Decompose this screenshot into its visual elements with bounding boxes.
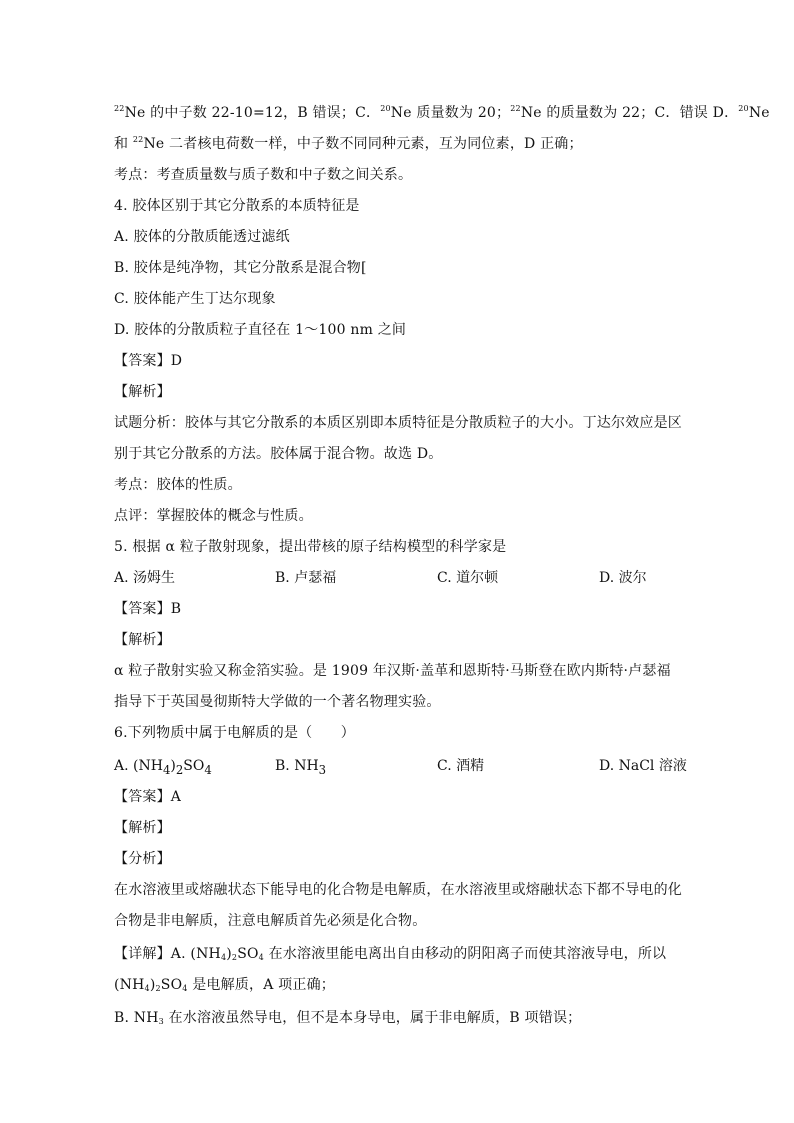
q4-option-b: B. 胶体是纯净物，其它分散系是混合物[ bbox=[114, 260, 367, 276]
q6-analysis-heading: 【解析】 bbox=[114, 820, 171, 836]
q6-option-a bbox=[114, 757, 212, 779]
subscript: 2 bbox=[231, 953, 238, 962]
q3-kaodian: 考点：考查质量数与质子数和中子数之间关系。 bbox=[114, 167, 413, 183]
subscript: 4 bbox=[220, 953, 227, 962]
text-span: Ne 质量数为 20； bbox=[390, 105, 511, 121]
text-span: 【详解】A. (NH bbox=[114, 946, 221, 962]
q4-answer: 【答案】D bbox=[114, 353, 183, 369]
q6-answer: 【答案】A bbox=[114, 789, 182, 805]
text-span: 和 bbox=[114, 136, 133, 152]
q6-stem: 6.下列物质中属于电解质的是（ ） bbox=[114, 725, 355, 741]
q4-option-d: D. 胶体的分散质粒子直径在 1～100 nm 之间 bbox=[114, 322, 407, 338]
text-span: SO bbox=[183, 758, 205, 774]
q6-option-c: C. 酒精 bbox=[437, 758, 485, 774]
mass-number: 20 bbox=[738, 104, 749, 113]
text-span: 在水溶液里能电离出自由移动的阴阳离子而使其溶液导电，所以 bbox=[263, 946, 667, 962]
q5-analysis-heading: 【解析】 bbox=[114, 632, 171, 648]
subscript: 4 bbox=[162, 762, 171, 777]
q5-analysis-line-1: α 粒子散射实验又称金箔实验。是 1909 年汉斯·盖革和恩斯特·马斯登在欧内斯特·卢瑟福 bbox=[114, 663, 671, 679]
text-span: Ne 的中子数 22-10=12，B 错误；C． bbox=[124, 105, 381, 121]
q4-analysis-line-1: 试题分析：胶体与其它分散系的本质区别即本质特征是分散质粒子的大小。丁达尔效应是区 bbox=[114, 415, 682, 431]
q5-analysis-line-2: 指导下于英国曼彻斯特大学做的一个著名物理实验。 bbox=[114, 694, 441, 710]
q6-fenxi-line-2: 合物是非电解质，注意电解质首先必须是化合物。 bbox=[114, 913, 427, 929]
q4-stem: 4. 胶体区别于其它分散系的本质特征是 bbox=[114, 198, 360, 214]
q5-answer: 【答案】B bbox=[114, 601, 182, 617]
q4-dianping: 点评：掌握胶体的概念与性质。 bbox=[114, 508, 313, 524]
mass-number: 22 bbox=[510, 104, 521, 113]
q4-option-a: A. 胶体的分散质能透过滤纸 bbox=[114, 229, 290, 245]
q4-kaodian: 考点：胶体的性质。 bbox=[114, 477, 242, 493]
text-span: ) bbox=[226, 946, 232, 962]
text-span: Ne 的质量数为 22；C．错误 D． bbox=[520, 105, 739, 121]
text-span: 是电解质，A 项正确； bbox=[187, 977, 335, 993]
subscript: 2 bbox=[175, 762, 184, 777]
q6-option-b bbox=[275, 757, 326, 779]
q5-option-b: B. 卢瑟福 bbox=[275, 570, 337, 586]
q3-tail-line-1 bbox=[114, 104, 770, 122]
text-span: SO bbox=[237, 946, 259, 962]
subscript: 4 bbox=[182, 984, 188, 993]
q4-option-c: C. 胶体能产生丁达尔现象 bbox=[114, 291, 276, 307]
q3-tail-line-2 bbox=[114, 135, 583, 153]
q4-analysis-line-2: 别于其它分散系的方法。胶体属于混合物。故选 D。 bbox=[114, 446, 443, 462]
text-span: Ne 二者核电荷数一样，中子数不同同种元素，互为同位素，D 正确； bbox=[143, 136, 583, 152]
text-span: B. NH bbox=[114, 1010, 159, 1026]
q5-stem: 5. 根据 α 粒子散射现象，提出带核的原子结构模型的科学家是 bbox=[114, 539, 507, 555]
q5-option-d: D. 波尔 bbox=[599, 570, 647, 586]
text-span: B. NH bbox=[275, 758, 319, 774]
text-span: (NH bbox=[114, 977, 145, 993]
mass-number: 20 bbox=[380, 104, 391, 113]
text-span: A. (NH bbox=[114, 758, 163, 774]
q6-fenxi-heading: 【分析】 bbox=[114, 851, 171, 867]
subscript: 4 bbox=[204, 762, 212, 777]
subscript: 4 bbox=[258, 953, 264, 962]
mass-number: 22 bbox=[114, 104, 125, 113]
text-span: ) bbox=[170, 758, 176, 774]
text-span: ) bbox=[149, 977, 156, 993]
text-span: 在水溶液虽然导电，但不是本身导电，属于非电解质，B 项错误； bbox=[163, 1010, 582, 1026]
q5-option-c: C. 道尔顿 bbox=[437, 570, 499, 586]
subscript: 4 bbox=[144, 984, 150, 993]
subscript: 3 bbox=[318, 762, 327, 777]
text-span: Ne bbox=[748, 105, 770, 121]
subscript: 2 bbox=[155, 984, 161, 993]
mass-number: 22 bbox=[132, 135, 144, 144]
q4-analysis-heading: 【解析】 bbox=[114, 384, 171, 400]
q5-option-a: A. 汤姆生 bbox=[114, 570, 176, 586]
q6-detail-line-3 bbox=[114, 1009, 581, 1027]
q6-option-d: D. NaCl 溶液 bbox=[599, 758, 687, 774]
q6-fenxi-line-1: 在水溶液里或熔融状态下能导电的化合物是电解质，在水溶液里或熔融状态下都不导电的化 bbox=[114, 882, 682, 898]
q6-detail-line-2 bbox=[114, 976, 335, 994]
subscript: 3 bbox=[158, 1017, 164, 1026]
text-span: SO bbox=[160, 977, 183, 993]
q6-detail-line-1 bbox=[114, 945, 666, 963]
